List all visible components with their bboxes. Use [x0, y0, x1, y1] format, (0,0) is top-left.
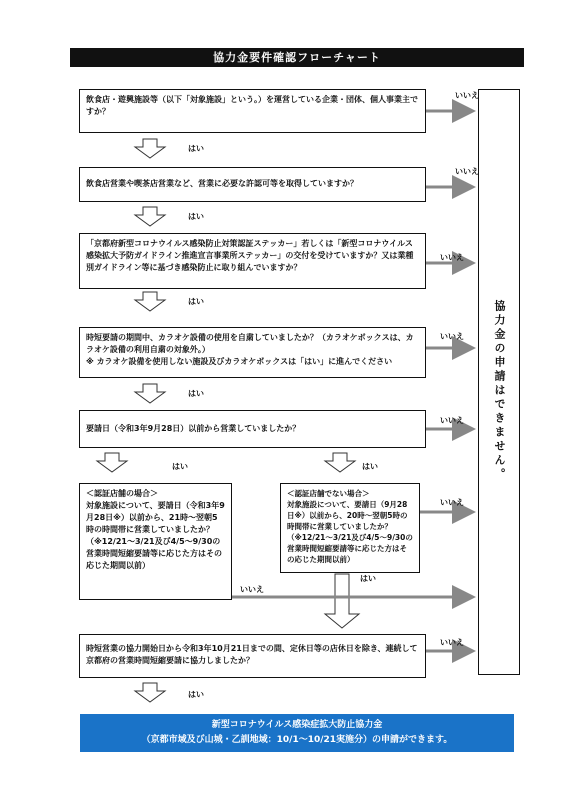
certified-heading: ＜認証店舗の場合＞	[86, 489, 158, 498]
no-label-7: いいえ	[240, 585, 264, 594]
question-4: 時短要請の期間中、カラオケ設備の使用を自粛していましたか？（カラオケボックスは、カラオケ設備の利用自粛の対象外。） ※ カラオケ設備を使用しない施設及びカラオケボックスは「はい」に進んでください	[79, 327, 426, 378]
certified-text: 対象施設について、要請日（令和3年9月28日※）以前から、21時～翌朝5時の時間帯に営業していましたか？ （※12/21～3/21及び4/5～9/30の営業時間短縮要請等に応じた方はその応じた期間以前）	[86, 501, 225, 570]
down-arrow-2	[135, 207, 165, 226]
no-label-4: いいえ	[440, 332, 464, 341]
result-line-2: （京都市域及び山城・乙訓地域：10/1～10/21実施分）の申請ができます。	[141, 735, 453, 745]
eligible-result-box	[80, 714, 514, 752]
down-arrow-8	[135, 683, 165, 702]
question-2: 飲食店営業や喫茶店営業など、営業に必要な許認可等を取得していますか？	[79, 167, 426, 202]
down-arrow-1	[135, 139, 165, 158]
yes-label-3: はい	[188, 297, 204, 306]
certified-store-box	[79, 483, 232, 600]
yes-label-5: はい	[172, 462, 188, 471]
down-arrow-7	[325, 574, 359, 628]
yes-label-6: はい	[362, 462, 378, 471]
yes-label-2: はい	[188, 212, 204, 221]
uncertified-text: 対象施設について、要請日（9月28日※）以前から、20時～翌朝5時の時間帯に営業していましたか？ （※12/21～3/21及び4/5～9/30の営業時間短縮要請等に応じた方はその応じた期間以前）	[287, 500, 413, 564]
question-5: 要請日（令和3年9月28日）以前から営業していましたか？	[79, 410, 426, 448]
no-label-3: いいえ	[440, 253, 464, 262]
uncertified-heading: ＜認証店舗でない場合＞	[287, 489, 370, 498]
chart-title: 協力金要件確認フローチャート	[70, 48, 524, 67]
result-line-1: 新型コロナウイルス感染症拡大防止協力金	[211, 720, 383, 730]
uncertified-store-box	[280, 483, 420, 573]
down-arrow-3	[135, 292, 165, 311]
no-label-8: いいえ	[440, 638, 464, 647]
no-label-5: いいえ	[440, 416, 464, 425]
yes-label-8: はい	[188, 690, 204, 699]
yes-label-4: はい	[188, 389, 204, 398]
yes-label-1: はい	[188, 144, 204, 153]
final-question: 時短営業の協力開始日から令和3年10月21日までの間、定休日等の店休日を除き、連続して京都府の営業時間短縮要請に協力しましたか？	[79, 634, 426, 678]
not-eligible-text: 協力金の申請はできません。	[493, 300, 506, 482]
question-1: 飲食店・遊興施設等（以下「対象施設」という。）を運営している企業・団体、個人事業主ですか？	[79, 89, 426, 133]
yes-label-7: はい	[360, 574, 376, 583]
not-eligible-box	[478, 89, 520, 675]
down-arrow-4	[135, 384, 165, 403]
question-3: 「京都府新型コロナウイルス感染防止対策認証ステッカー」若しくは「新型コロナウイルス感染拡大予防ガイドライン推進宣言事業所ステッカー」の交付を受けていますか？又は業種別ガイドライン等に基づき感染防止に取り組んでいますか？	[79, 233, 426, 289]
down-arrow-6	[325, 453, 355, 472]
no-label-6: いいえ	[440, 498, 464, 507]
no-label-2: いいえ	[455, 167, 479, 176]
down-arrow-5	[97, 453, 127, 472]
no-label-1: いいえ	[455, 91, 479, 100]
